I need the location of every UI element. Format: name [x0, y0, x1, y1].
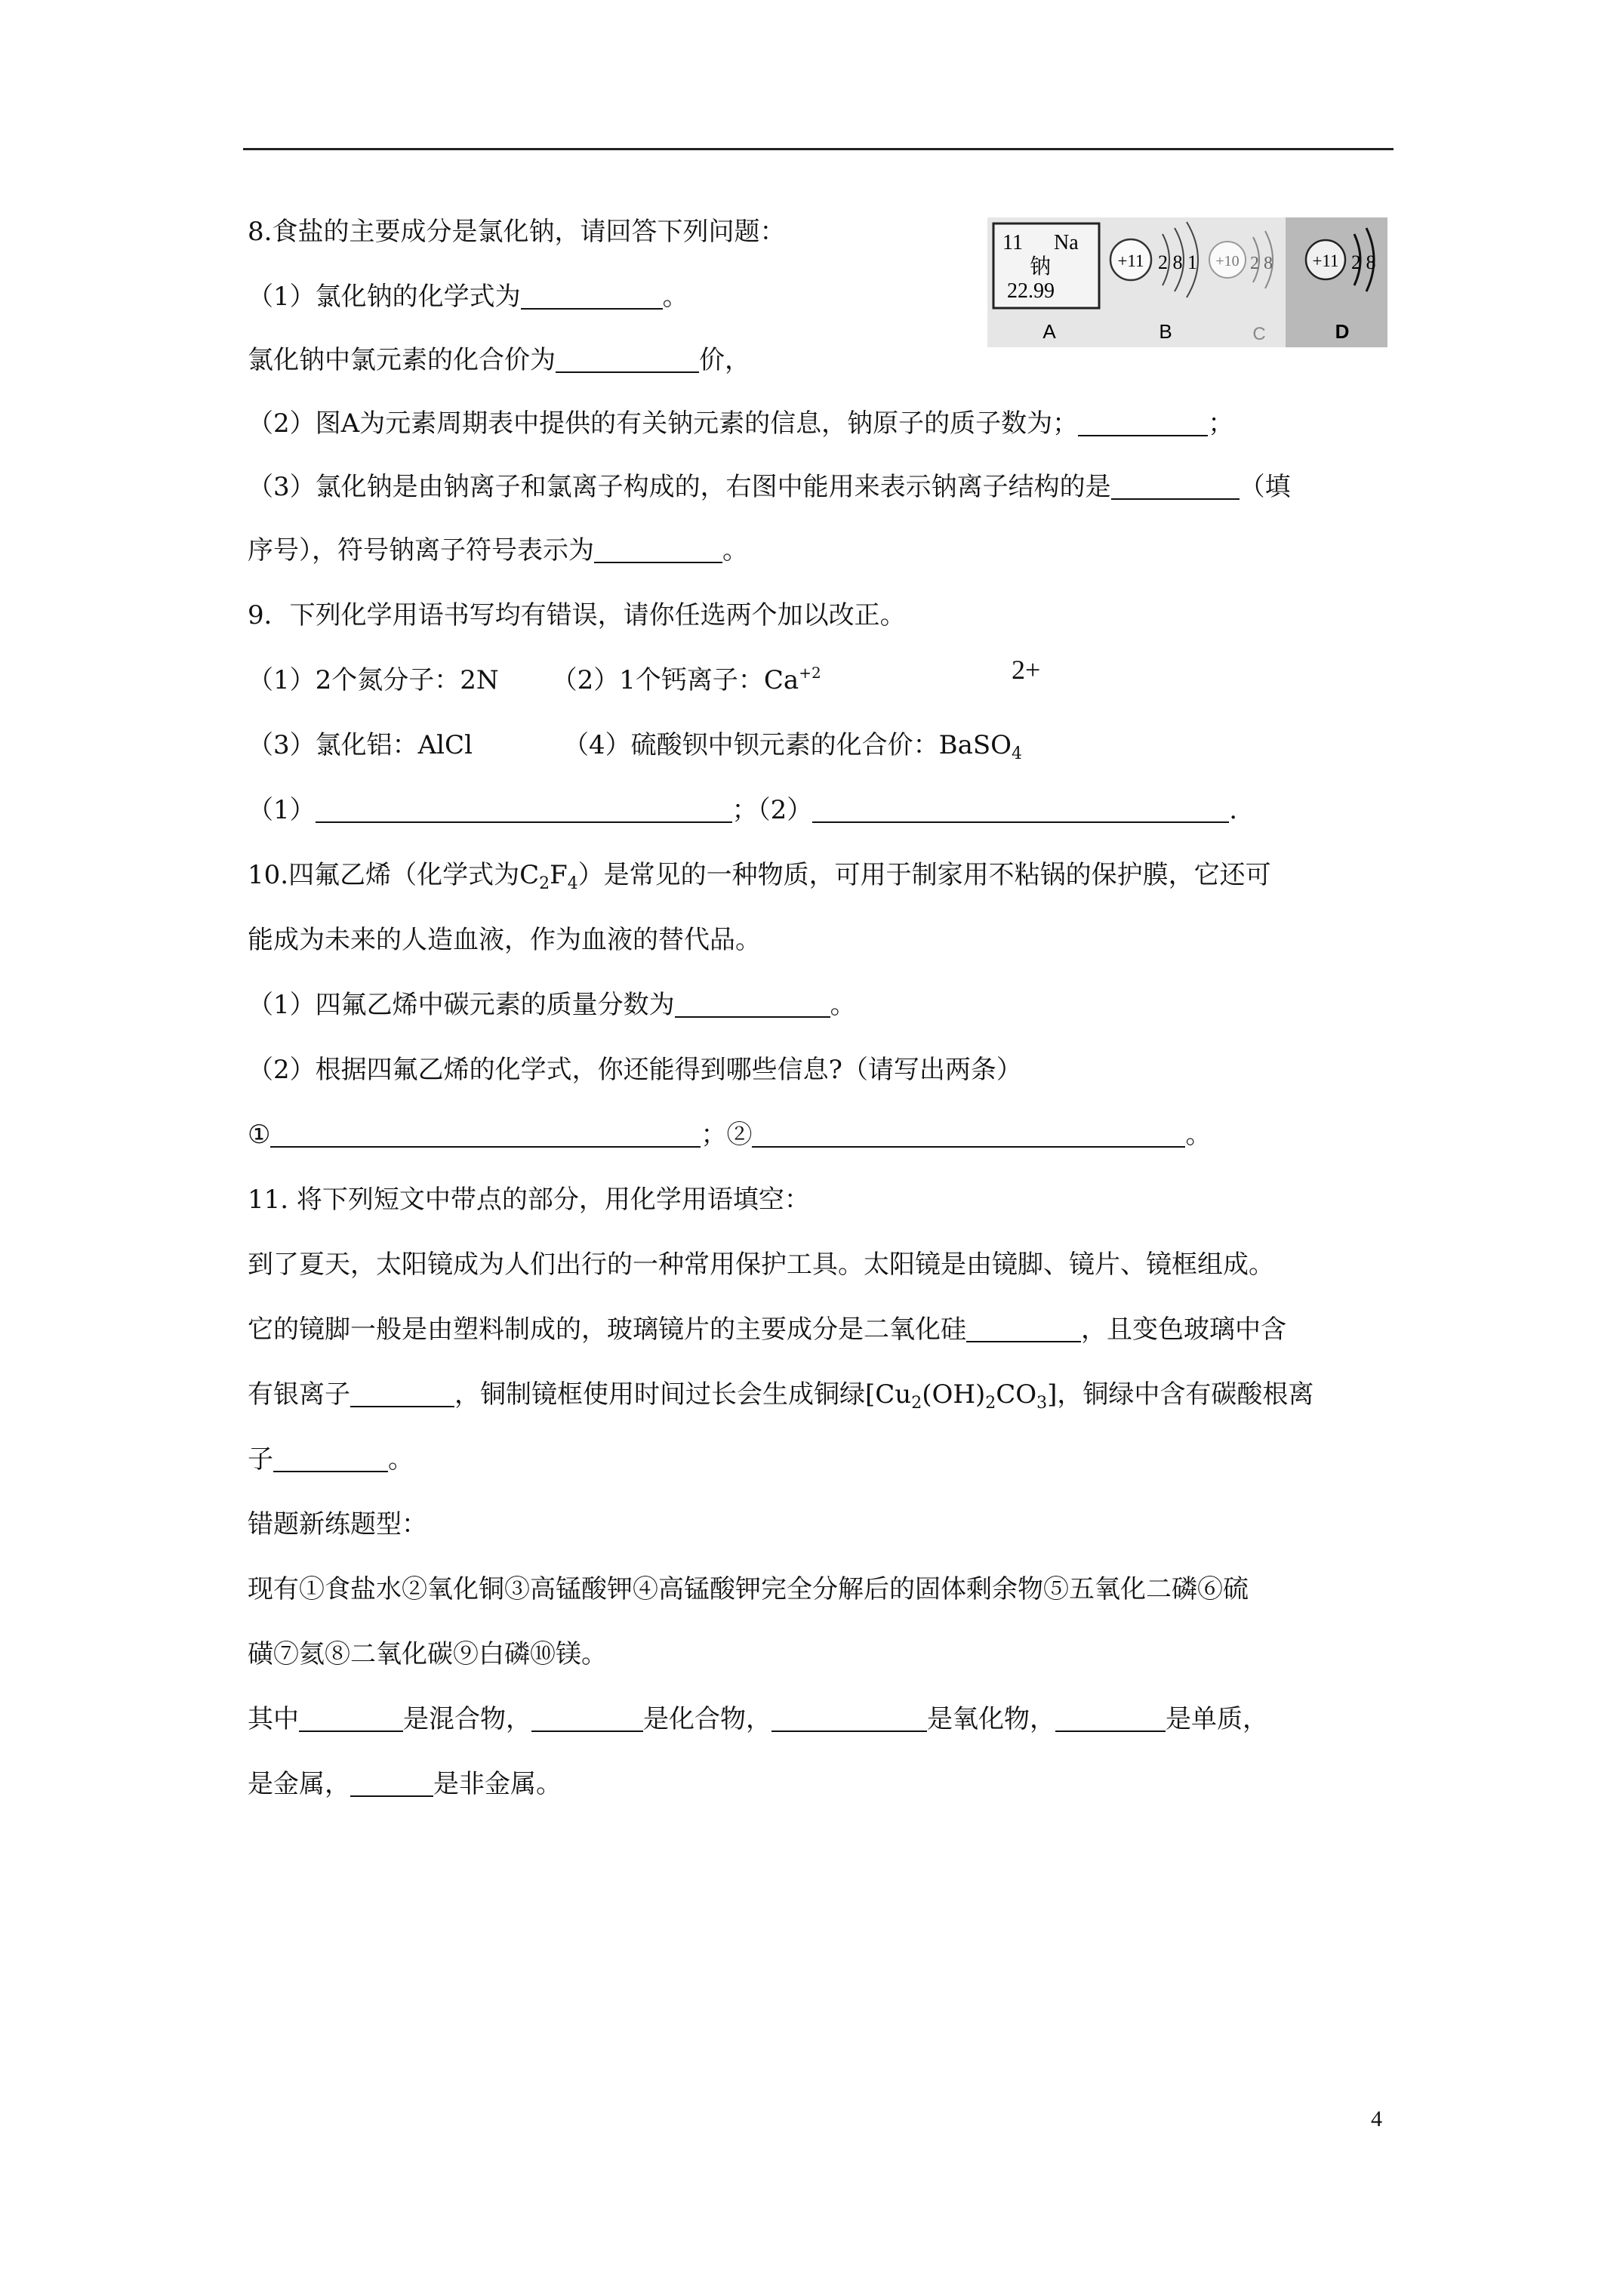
extra-line3: 其中 是混合物， 是化合物， 是氧化物， 是单质，: [248, 1704, 1268, 1734]
answer-blank[interactable]: [270, 1119, 701, 1148]
d-nucleus: +11: [1312, 251, 1339, 270]
answer-blank[interactable]: [521, 281, 663, 310]
c-nucleus: +10: [1215, 253, 1240, 270]
label-c: C: [1252, 324, 1266, 344]
element-number: 11: [1002, 231, 1023, 254]
answer-blank[interactable]: [350, 1379, 454, 1407]
answer-blank[interactable]: [675, 989, 830, 1018]
extra-line4: 是金属， 是非金属。: [248, 1769, 562, 1799]
answer-blank[interactable]: [752, 1119, 1185, 1148]
b-shells: 2 8 1: [1158, 251, 1197, 273]
answer-blank[interactable]: [273, 1444, 388, 1472]
d-shells: 2 8: [1351, 251, 1376, 273]
q11-line3: 有银离子 ，铜制镜框使用时间过长会生成铜绿$[Cu_2(OH)_2CO_3]$，铜绿中含有碳酸根离: [248, 1379, 1314, 1413]
answer-blank[interactable]: [316, 794, 732, 823]
answer-blank[interactable]: [350, 1768, 433, 1797]
answer-blank[interactable]: [966, 1314, 1081, 1342]
q9-floating-charge: 2+: [1012, 655, 1041, 685]
extra-heading: 错题新练题型：: [248, 1509, 427, 1539]
q10-stem-cont: 能成为未来的人造血液，作为血液的替代品。: [248, 925, 761, 955]
q9-items-3-4: （3）氯化铝：AlCl （4）硫酸钡中钡元素的化合价：BaSO$_4$: [248, 730, 1023, 763]
q11-line2: 它的镜脚一般是由塑料制成的，玻璃镜片的主要成分是二氧化硅 ，且变色玻璃中含: [248, 1314, 1286, 1345]
extra-line2: 磺⑦氦⑧二氧化碳⑨白磷⑩镁。: [248, 1639, 607, 1669]
b-nucleus: +11: [1117, 251, 1144, 270]
page-number: 4: [1371, 2106, 1382, 2131]
answer-blank[interactable]: [1111, 471, 1240, 500]
extra-line1: 现有①食盐水②氧化铜③高锰酸钾④高锰酸钾完全分解后的固体剩余物⑤五氧化二磷⑥硫: [248, 1574, 1249, 1604]
header-rule: [243, 148, 1394, 150]
answer-blank[interactable]: [1055, 1703, 1166, 1732]
answer-blank[interactable]: [812, 794, 1229, 823]
answer-blank[interactable]: [771, 1703, 927, 1732]
q8-part1: （1）氯化钠的化学式为 。: [248, 282, 688, 312]
q8-part3: （3）氯化钠是由钠离子和氯离子构成的，右图中能用来表示钠离子结构的是 （填: [248, 472, 1291, 502]
q8-part2: （2）图A为元素周期表中提供的有关钠元素的信息，钠原子的质子数为； ；: [248, 408, 1234, 439]
q11-stem: 11. 将下列短文中带点的部分，用化学用语填空：: [248, 1185, 810, 1215]
q11-line1: 到了夏天，太阳镜成为人们出行的一种常用保护工具。太阳镜是由镜脚、镜片、镜框组成。: [248, 1250, 1274, 1280]
answer-blank[interactable]: [594, 535, 722, 563]
q10-stem: 10.四氟乙烯（化学式为$C_2F_4$）是常见的一种物质，可用于制家用不粘锅的保护膜，它还可: [248, 860, 1271, 893]
q9-items-1-2: （1）2个氮分子：2N （2）1个钙离子：$Ca^{+2}$: [248, 664, 821, 695]
q8-stem: 8.食盐的主要成分是氯化钠，请回答下列问题：: [248, 217, 786, 247]
q11-line4: 子 。: [248, 1444, 414, 1475]
q8-part1-cont: 氯化钠中氯元素的化合价为 价，: [248, 345, 750, 375]
q10-part2: （2）根据四氟乙烯的化学式，你还能得到哪些信息?（请写出两条）: [248, 1055, 1022, 1085]
answer-blank[interactable]: [1078, 408, 1208, 436]
figure-a-element-card: [993, 223, 1099, 308]
answer-blank[interactable]: [299, 1703, 403, 1732]
q8-part3-cont: 序号），符号钠离子符号表示为 。: [248, 535, 748, 566]
answer-blank[interactable]: [556, 344, 699, 373]
q9-answers: （1） ；（2） .: [248, 795, 1238, 825]
atomic-mass: 22.99: [1007, 279, 1055, 303]
label-b: B: [1159, 320, 1172, 343]
q10-part1: （1）四氟乙烯中碳元素的质量分数为 。: [248, 990, 856, 1020]
sodium-structure-figure: [987, 217, 1387, 347]
label-a: A: [1042, 320, 1056, 343]
q9-stem: 9．下列化学用语书写均有错误，请你任选两个加以改正。: [248, 600, 906, 630]
element-symbol: Na: [1054, 231, 1079, 254]
c-shells: 2 8: [1250, 254, 1273, 273]
q10-answers: ① ；② 。: [248, 1120, 1212, 1150]
label-d: D: [1335, 320, 1350, 343]
element-name: 钠: [1030, 254, 1052, 279]
answer-blank[interactable]: [531, 1703, 643, 1732]
